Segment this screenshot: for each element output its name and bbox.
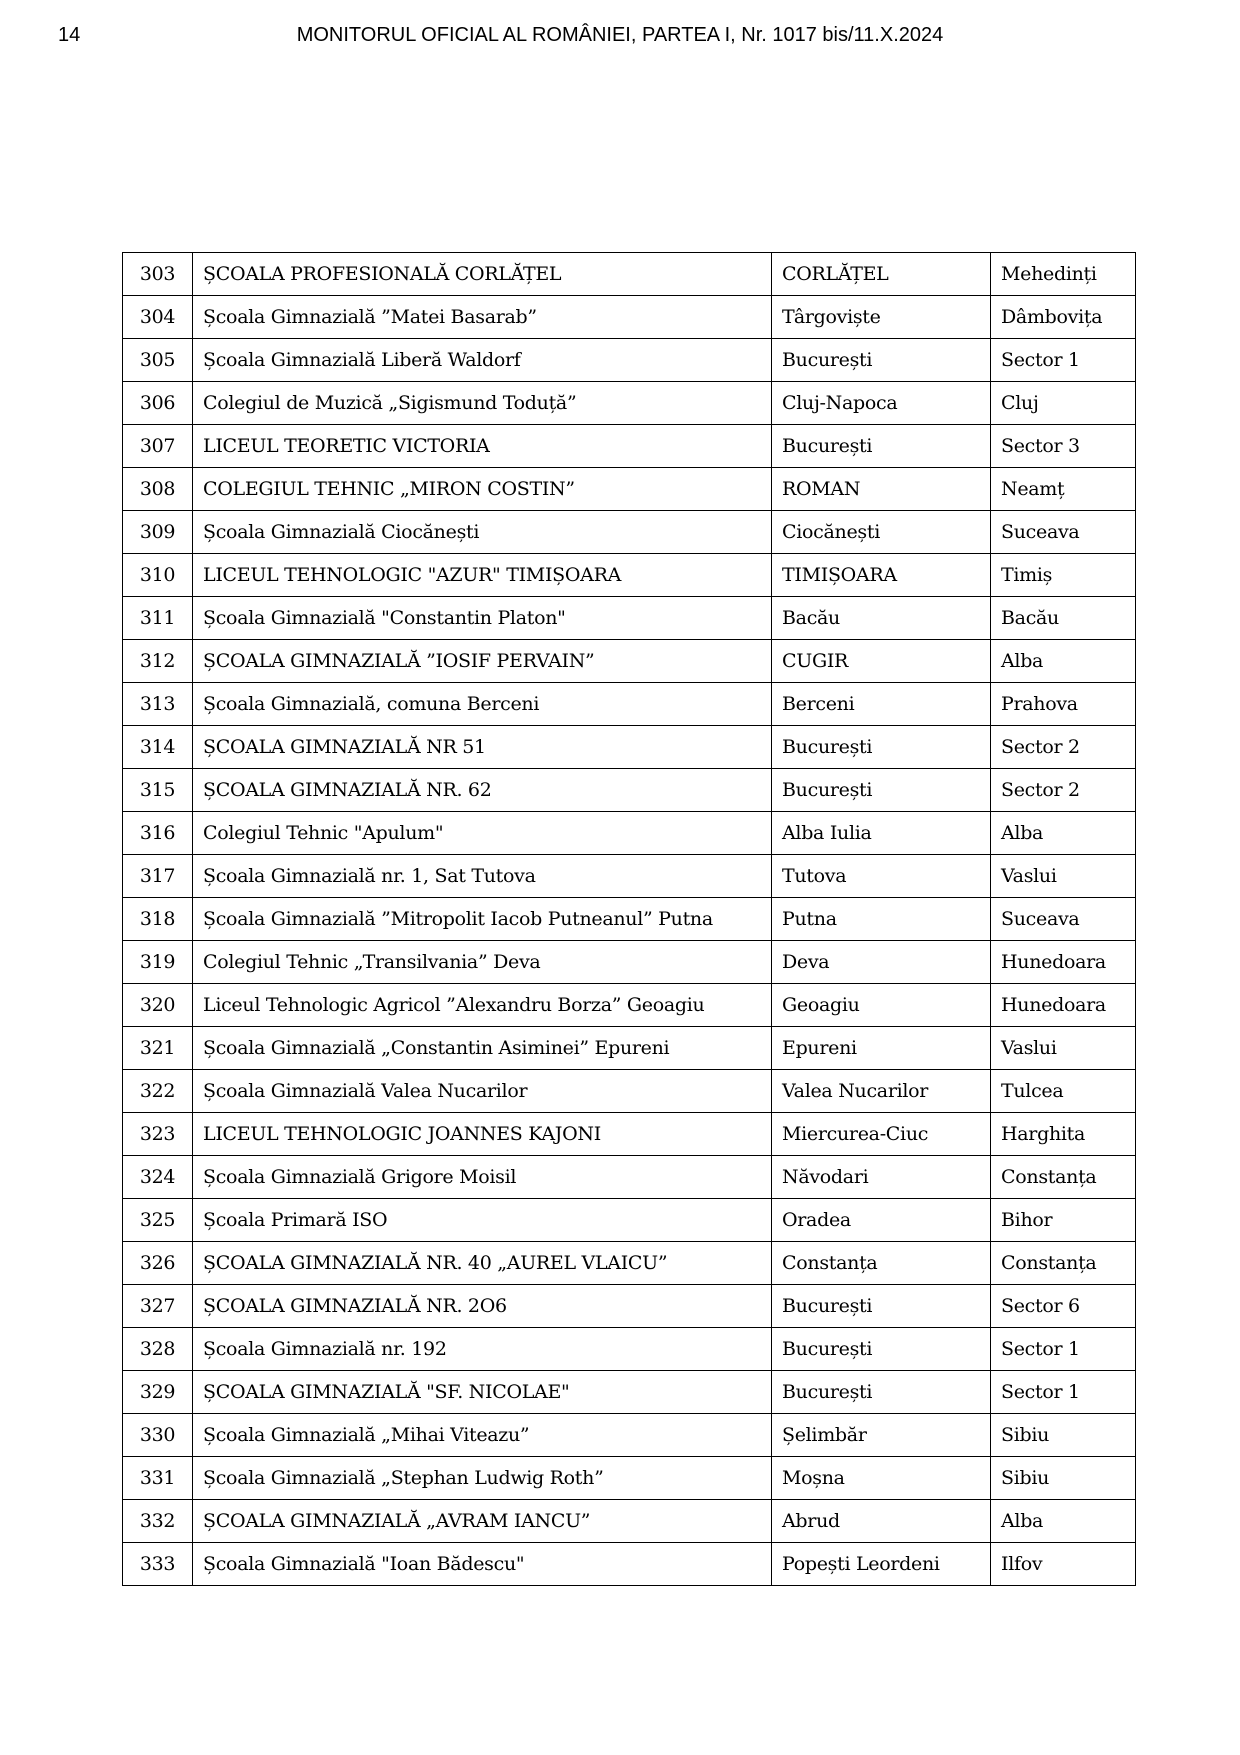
school-name-cell: COLEGIUL TEHNIC „MIRON COSTIN” [193,468,772,511]
locality-cell: Târgoviște [772,296,991,339]
county-cell: Vaslui [991,1027,1136,1070]
school-name-cell: Școala Gimnazială Grigore Moisil [193,1156,772,1199]
page-header-title: MONITORUL OFICIAL AL ROMÂNIEI, PARTEA I, Nr. 1017 bis/11.X.2024 [296,24,944,46]
county-cell: Mehedinți [991,253,1136,296]
row-number-cell: 317 [123,855,193,898]
locality-cell: Alba Iulia [772,812,991,855]
row-number-cell: 333 [123,1543,193,1586]
row-number-cell: 320 [123,984,193,1027]
locality-cell: București [772,339,991,382]
table-row [123,1500,1136,1543]
row-number-cell: 327 [123,1285,193,1328]
locality-cell: Tutova [772,855,991,898]
locality-cell: Năvodari [772,1156,991,1199]
school-name-cell: ȘCOALA GIMNAZIALĂ "SF. NICOLAE" [193,1371,772,1414]
county-cell: Bihor [991,1199,1136,1242]
row-number-cell: 306 [123,382,193,425]
school-name-cell: Colegiul Tehnic "Apulum" [193,812,772,855]
county-cell: Hunedoara [991,941,1136,984]
table-row [123,1113,1136,1156]
school-name-cell: Școala Gimnazială Valea Nucarilor [193,1070,772,1113]
table-row [123,1457,1136,1500]
county-cell: Prahova [991,683,1136,726]
row-number-cell: 307 [123,425,193,468]
locality-cell: Bacău [772,597,991,640]
locality-cell: Berceni [772,683,991,726]
locality-cell: Epureni [772,1027,991,1070]
locality-cell: Constanța [772,1242,991,1285]
table-row [123,1070,1136,1113]
school-name-cell: Colegiul de Muzică „Sigismund Toduță” [193,382,772,425]
school-name-cell: Școala Gimnazială Liberă Waldorf [193,339,772,382]
county-cell: Neamț [991,468,1136,511]
county-cell: Constanța [991,1156,1136,1199]
row-number-cell: 319 [123,941,193,984]
schools-table [122,252,1136,1586]
school-name-cell: ȘCOALA GIMNAZIALĂ NR. 40 „AUREL VLAICU” [193,1242,772,1285]
locality-cell: Cluj-Napoca [772,382,991,425]
locality-cell: Moșna [772,1457,991,1500]
county-cell: Harghita [991,1113,1136,1156]
school-name-cell: ȘCOALA PROFESIONALĂ CORLĂȚEL [193,253,772,296]
school-name-cell: Școala Gimnazială „Constantin Asiminei” Epureni [193,1027,772,1070]
row-number-cell: 303 [123,253,193,296]
school-name-cell: LICEUL TEHNOLOGIC "AZUR" TIMIȘOARA [193,554,772,597]
county-cell: Sector 2 [991,769,1136,812]
county-cell: Alba [991,1500,1136,1543]
county-cell: Suceava [991,898,1136,941]
page-number: 14 [58,24,81,46]
table-row [123,468,1136,511]
table-row [123,726,1136,769]
table-row [123,1543,1136,1586]
locality-cell: CORLĂȚEL [772,253,991,296]
row-number-cell: 311 [123,597,193,640]
locality-cell: București [772,425,991,468]
table-row [123,769,1136,812]
table-row [123,425,1136,468]
locality-cell: București [772,1285,991,1328]
table-row [123,1199,1136,1242]
row-number-cell: 308 [123,468,193,511]
locality-cell: Abrud [772,1500,991,1543]
school-name-cell: Școala Gimnazială Ciocănești [193,511,772,554]
table-row [123,597,1136,640]
table-row [123,253,1136,296]
school-name-cell: LICEUL TEORETIC VICTORIA [193,425,772,468]
county-cell: Tulcea [991,1070,1136,1113]
locality-cell: Oradea [772,1199,991,1242]
locality-cell: Popești Leordeni [772,1543,991,1586]
county-cell: Vaslui [991,855,1136,898]
county-cell: Sector 1 [991,1328,1136,1371]
table-row [123,1285,1136,1328]
table-row [123,382,1136,425]
table-row [123,1156,1136,1199]
row-number-cell: 318 [123,898,193,941]
county-cell: Sector 1 [991,339,1136,382]
locality-cell: Valea Nucarilor [772,1070,991,1113]
county-cell: Sibiu [991,1457,1136,1500]
row-number-cell: 314 [123,726,193,769]
table-row [123,296,1136,339]
school-name-cell: Școala Gimnazială „Stephan Ludwig Roth” [193,1457,772,1500]
row-number-cell: 331 [123,1457,193,1500]
county-cell: Dâmbovița [991,296,1136,339]
row-number-cell: 328 [123,1328,193,1371]
county-cell: Suceava [991,511,1136,554]
locality-cell: Miercurea-Ciuc [772,1113,991,1156]
locality-cell: București [772,769,991,812]
county-cell: Ilfov [991,1543,1136,1586]
table-row [123,1242,1136,1285]
locality-cell: București [772,1328,991,1371]
county-cell: Cluj [991,382,1136,425]
county-cell: Bacău [991,597,1136,640]
school-name-cell: ȘCOALA GIMNAZIALĂ NR 51 [193,726,772,769]
table-row [123,984,1136,1027]
row-number-cell: 316 [123,812,193,855]
school-name-cell: Școala Gimnazială ”Matei Basarab” [193,296,772,339]
row-number-cell: 309 [123,511,193,554]
row-number-cell: 321 [123,1027,193,1070]
row-number-cell: 332 [123,1500,193,1543]
table-row [123,1027,1136,1070]
locality-cell: București [772,1371,991,1414]
table-row [123,898,1136,941]
table-row [123,554,1136,597]
locality-cell: TIMIȘOARA [772,554,991,597]
row-number-cell: 323 [123,1113,193,1156]
table-row [123,339,1136,382]
row-number-cell: 325 [123,1199,193,1242]
table-row [123,1371,1136,1414]
locality-cell: Șelimbăr [772,1414,991,1457]
table-row [123,1414,1136,1457]
school-name-cell: Școala Gimnazială nr. 192 [193,1328,772,1371]
row-number-cell: 322 [123,1070,193,1113]
row-number-cell: 304 [123,296,193,339]
row-number-cell: 329 [123,1371,193,1414]
locality-cell: Geoagiu [772,984,991,1027]
row-number-cell: 330 [123,1414,193,1457]
row-number-cell: 324 [123,1156,193,1199]
school-name-cell: ȘCOALA GIMNAZIALĂ NR. 62 [193,769,772,812]
table-row [123,812,1136,855]
school-name-cell: ȘCOALA GIMNAZIALĂ ”IOSIF PERVAIN” [193,640,772,683]
school-name-cell: Școala Gimnazială „Mihai Viteazu” [193,1414,772,1457]
county-cell: Sector 2 [991,726,1136,769]
locality-cell: Putna [772,898,991,941]
county-cell: Hunedoara [991,984,1136,1027]
table-row [123,941,1136,984]
locality-cell: Deva [772,941,991,984]
table-row [123,683,1136,726]
school-name-cell: Școala Gimnazială "Ioan Bădescu" [193,1543,772,1586]
county-cell: Sector 6 [991,1285,1136,1328]
school-name-cell: LICEUL TEHNOLOGIC JOANNES KAJONI [193,1113,772,1156]
row-number-cell: 326 [123,1242,193,1285]
school-name-cell: Colegiul Tehnic „Transilvania” Deva [193,941,772,984]
locality-cell: Ciocănești [772,511,991,554]
county-cell: Timiș [991,554,1136,597]
school-name-cell: Școala Gimnazială ”Mitropolit Iacob Putneanul” Putna [193,898,772,941]
locality-cell: București [772,726,991,769]
school-name-cell: ȘCOALA GIMNAZIALĂ NR. 2O6 [193,1285,772,1328]
county-cell: Constanța [991,1242,1136,1285]
school-name-cell: Școala Gimnazială "Constantin Platon" [193,597,772,640]
table-row [123,640,1136,683]
table-row [123,855,1136,898]
county-cell: Sibiu [991,1414,1136,1457]
school-name-cell: Liceul Tehnologic Agricol ”Alexandru Borza” Geoagiu [193,984,772,1027]
table-row [123,1328,1136,1371]
school-name-cell: Școala Gimnazială, comuna Berceni [193,683,772,726]
row-number-cell: 313 [123,683,193,726]
table-row [123,511,1136,554]
row-number-cell: 305 [123,339,193,382]
county-cell: Sector 3 [991,425,1136,468]
row-number-cell: 315 [123,769,193,812]
row-number-cell: 310 [123,554,193,597]
school-name-cell: ȘCOALA GIMNAZIALĂ „AVRAM IANCU” [193,1500,772,1543]
schools-table-body [123,253,1136,1586]
school-name-cell: Școala Primară ISO [193,1199,772,1242]
locality-cell: ROMAN [772,468,991,511]
county-cell: Alba [991,640,1136,683]
county-cell: Sector 1 [991,1371,1136,1414]
county-cell: Alba [991,812,1136,855]
locality-cell: CUGIR [772,640,991,683]
row-number-cell: 312 [123,640,193,683]
school-name-cell: Școala Gimnazială nr. 1, Sat Tutova [193,855,772,898]
